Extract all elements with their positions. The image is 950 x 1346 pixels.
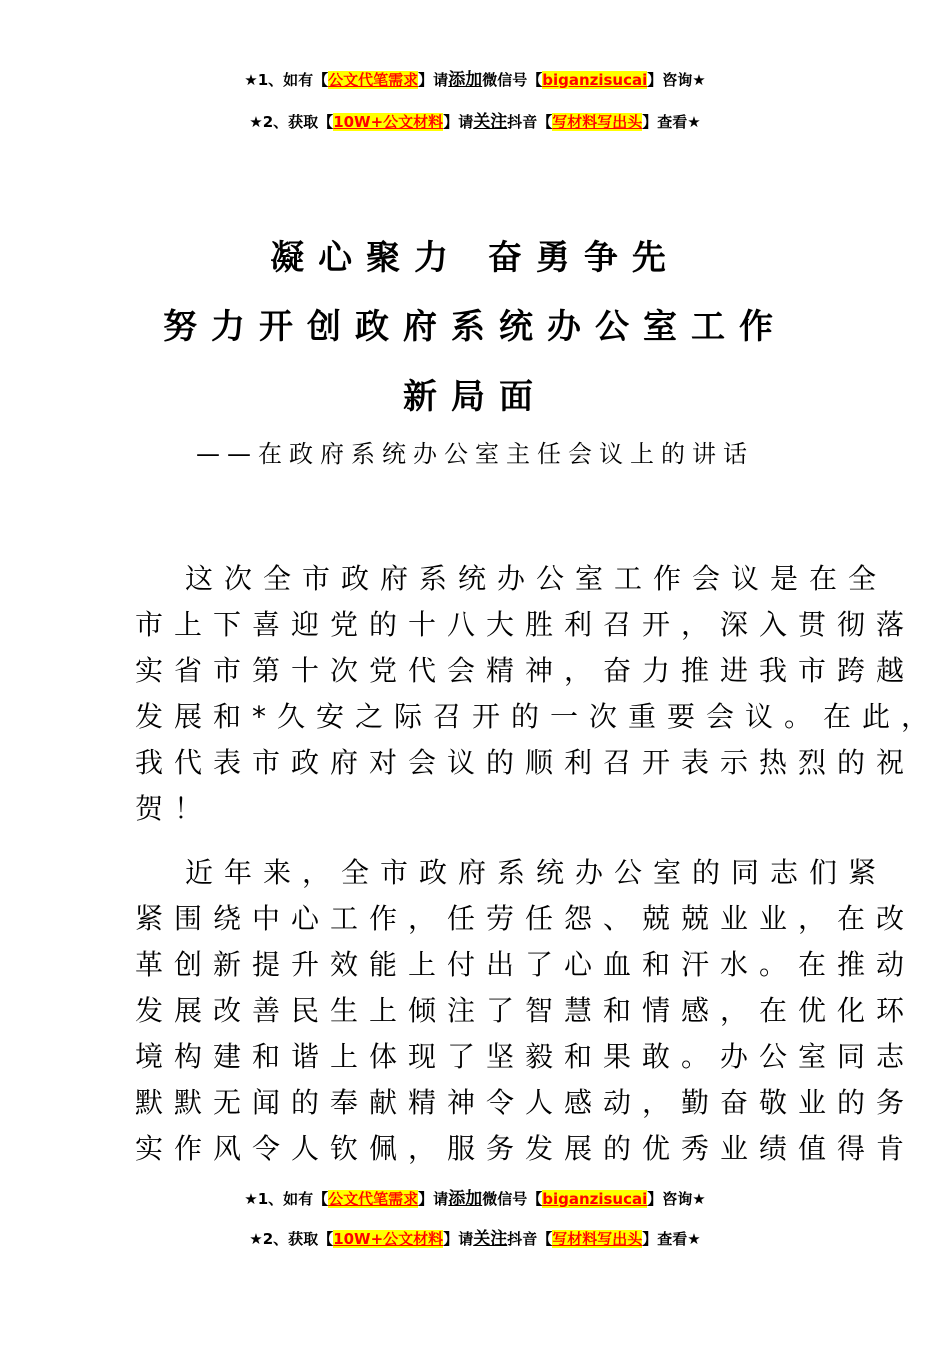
paragraph-line: 发展改善民生上倾注了智慧和情感，在优化环 [135,994,916,1027]
promo-text: 】请 [418,1190,449,1208]
paragraph-line: 境构建和谐上体现了坚毅和果敢。办公室同志 [135,1040,916,1073]
promo-text: 微信号【 [482,1190,543,1208]
paragraph-line: 发展和*久安之际召开的一次重要会议。在此， [135,700,941,733]
promo-text: 抖音【 [507,113,553,131]
promo-emphasis: 关注 [473,1229,508,1249]
promo-text: 】咨询★ [647,1190,706,1208]
promo-line-2 [0,111,950,133]
promo-text: 】查看★ [642,1230,701,1248]
paragraph-line: 实作风令人钦佩，服务发展的优秀业绩值得肯 [135,1132,916,1165]
paragraph-line: 市上下喜迎党的十八大胜利召开，深入贯彻落 [135,608,916,641]
paragraph-line: 默默无闻的奉献精神令人感动，勤奋敬业的务 [135,1086,916,1119]
promo-highlight: 公文代笔需求 [328,1190,419,1208]
promo-line-1-bottom [0,1188,950,1210]
promo-line-2-bottom [0,1228,950,1250]
promo-emphasis: 添加 [448,1189,483,1209]
promo-highlight: biganzisucai [542,1190,648,1208]
promo-text: 】请 [418,71,449,89]
promo-highlight: biganzisucai [542,71,648,89]
promo-text: 】请 [443,113,474,131]
title-line-1: 凝心聚力 奋勇争先 [270,238,680,278]
promo-text: 抖音【 [507,1230,553,1248]
paragraph-line: 我代表市政府对会议的顺利召开表示热烈的祝 [135,746,916,779]
promo-highlight: 写材料写出头 [552,113,643,131]
paragraph-line: 近年来，全市政府系统办公室的同志们紧 [185,856,888,889]
subtitle: ——在政府系统办公室主任会议上的讲话 [196,440,754,468]
promo-highlight: 公文代笔需求 [328,71,419,89]
promo-text: ★1、如有【 [244,1190,329,1208]
promo-text: ★2、获取【 [249,113,334,131]
promo-text: 】查看★ [642,113,701,131]
promo-emphasis: 添加 [448,70,483,90]
paragraph-line: 紧围绕中心工作，任劳任怨、兢兢业业，在改 [135,902,916,935]
paragraph-line: 贺！ [135,792,214,825]
promo-highlight: 10W+公文材料 [333,113,444,131]
paragraph-line: 实省市第十次党代会精神，奋力推进我市跨越 [135,654,916,687]
promo-text: ★1、如有【 [244,71,329,89]
promo-text: 】咨询★ [647,71,706,89]
title-line-2: 努力开创政府系统办公室工作 [163,307,787,347]
promo-emphasis: 关注 [473,112,508,132]
paragraph-line: 革创新提升效能上付出了心血和汗水。在推动 [135,948,916,981]
promo-text: 】请 [443,1230,474,1248]
promo-line-1 [0,69,950,91]
promo-text: ★2、获取【 [249,1230,334,1248]
paragraph-line: 这次全市政府系统办公室工作会议是在全 [185,562,888,595]
title-line-3: 新局面 [403,377,547,417]
promo-highlight: 10W+公文材料 [333,1230,444,1248]
promo-highlight: 写材料写出头 [552,1230,643,1248]
promo-text: 微信号【 [482,71,543,89]
